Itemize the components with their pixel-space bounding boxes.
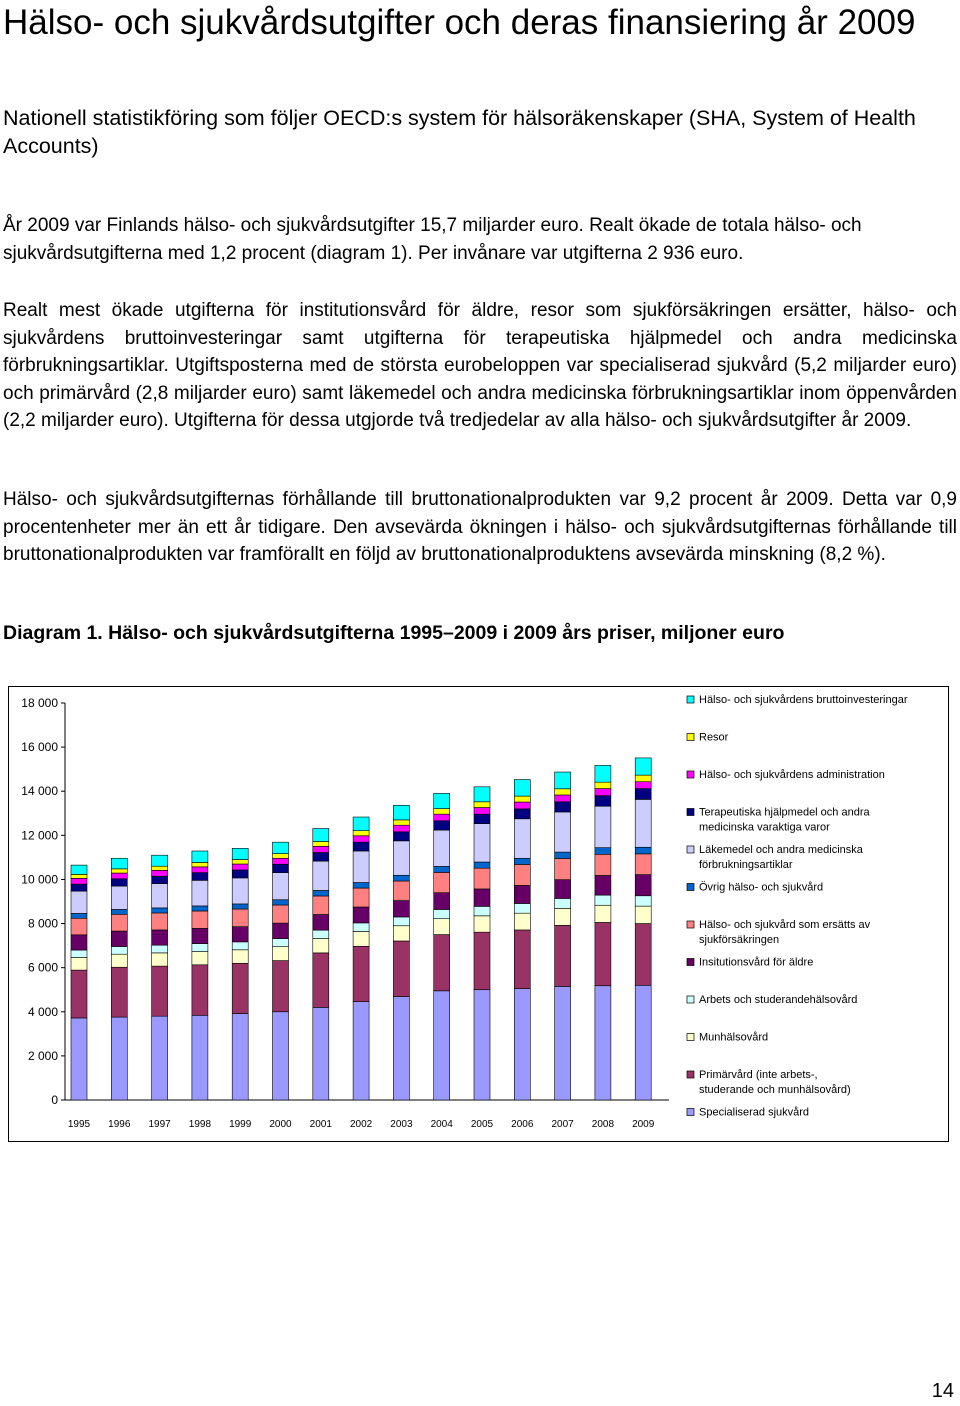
bar-segment	[434, 872, 450, 892]
bar-segment	[474, 802, 490, 808]
bar-segment	[232, 860, 248, 864]
bar-segment	[514, 809, 530, 819]
bar-segment	[635, 782, 651, 789]
bar-segment	[152, 884, 168, 908]
y-tick-label: 8 000	[27, 916, 58, 931]
bar-segment	[273, 939, 289, 947]
bar-segment	[635, 896, 651, 906]
bar-segment	[474, 916, 490, 932]
bar-segment	[232, 864, 248, 870]
page-title: Hälso- och sjukvårdsutgifter och deras finansiering år 2009	[3, 3, 916, 42]
bar-segment	[393, 805, 409, 820]
bar-segment	[111, 873, 127, 879]
bar-segment	[393, 832, 409, 841]
bar-segment	[71, 958, 87, 971]
bar-segment	[514, 903, 530, 913]
bar-segment	[393, 825, 409, 832]
bar-segment	[595, 854, 611, 875]
bar-segment	[152, 1016, 168, 1100]
bar-segment	[353, 836, 369, 842]
bar-segment	[353, 888, 369, 907]
bar-segment	[434, 909, 450, 918]
bar-segment	[514, 858, 530, 864]
bar-segment	[393, 875, 409, 881]
x-tick-label: 2002	[349, 1119, 373, 1130]
bar-segment	[111, 1017, 127, 1100]
bar-segment	[192, 867, 208, 873]
bar-segment	[192, 906, 208, 911]
bar-segment	[111, 879, 127, 886]
bar-segment	[192, 862, 208, 866]
y-tick-label: 10 000	[21, 872, 58, 887]
x-tick-label: 2003	[390, 1119, 413, 1130]
bar-segment	[232, 848, 248, 859]
legend-swatch	[687, 734, 694, 741]
legend-swatch	[687, 846, 694, 853]
x-tick-label: 1999	[229, 1119, 252, 1130]
bar-segment	[273, 854, 289, 859]
bar-segment	[273, 961, 289, 1012]
bar-segment	[313, 853, 329, 862]
bar-segment	[273, 858, 289, 864]
legend-label: Terapeutiska hjälpmedel och andra	[699, 806, 870, 819]
bar-segment	[555, 812, 571, 852]
bar-segment	[192, 1015, 208, 1100]
bar-segment	[555, 789, 571, 795]
paragraph-2: Realt mest ökade utgifterna för institutionsvård för äldre, resor som sjukförsäkringen ersätter, hälso- och sjukvårdens bruttoinvesteringar samt utgifterna för terapeutiska hjälpmedel och andra medicinska förbrukningsartiklar. Utgiftsposterna med de största eurobeloppen var specialiserad sjukvård (5,2 miljarder euro) och primärvård (2,8 miljarder euro) samt läkemedel och andra medicinska förbrukningsartiklar inom öppenvården (2,2 miljarder euro). Utgifterna för dessa utgjorde två tredjedelar av alla hälso- och sjukvårdsutgifter år 2009.	[3, 300, 957, 431]
bar-segment	[635, 875, 651, 896]
bar-segment	[393, 997, 409, 1100]
legend-swatch	[687, 1071, 694, 1078]
bar-segment	[474, 868, 490, 889]
bar-segment	[273, 900, 289, 905]
bar-segment	[313, 953, 329, 1007]
bar-segment	[393, 820, 409, 825]
y-tick-label: 6 000	[27, 960, 58, 975]
bar-segment	[555, 852, 571, 858]
bar-segment	[232, 942, 248, 950]
legend-swatch	[687, 771, 694, 778]
bar-segment	[232, 950, 248, 963]
bar-segment	[434, 935, 450, 991]
y-tick-label: 4 000	[27, 1004, 58, 1019]
bar-segment	[71, 913, 87, 918]
bar-segment	[595, 765, 611, 782]
bar-segment	[313, 939, 329, 953]
x-tick-label: 1996	[108, 1119, 131, 1130]
bar-segment	[635, 789, 651, 800]
bar-segment	[192, 965, 208, 1016]
bar-segment	[595, 922, 611, 985]
bar-segment	[474, 808, 490, 815]
legend-swatch	[687, 1109, 694, 1116]
bar-segment	[393, 941, 409, 997]
legend-swatch	[687, 696, 694, 703]
bar-segment	[434, 919, 450, 935]
bar-segment	[434, 830, 450, 866]
x-tick-label: 2004	[430, 1119, 453, 1130]
bar-segment	[514, 989, 530, 1100]
bar-segment	[71, 970, 87, 1018]
bar-segment	[434, 809, 450, 815]
bar-segment	[595, 875, 611, 895]
bar-segment	[393, 926, 409, 941]
legend-label: Primärvård (inte arbets-,	[699, 1069, 818, 1081]
bar-segment	[71, 935, 87, 950]
x-tick-label: 1995	[67, 1119, 91, 1130]
bar-segment	[434, 793, 450, 808]
bar-segment	[635, 799, 651, 847]
bar-segment	[111, 858, 127, 869]
x-tick-label: 2009	[632, 1119, 655, 1130]
x-tick-label: 2007	[551, 1119, 574, 1130]
bar-segment	[111, 967, 127, 1017]
bar-segment	[595, 905, 611, 922]
bar-segment	[152, 966, 168, 1016]
bar-segment	[71, 918, 87, 935]
bar-segment	[353, 842, 369, 851]
bar-segment	[111, 886, 127, 909]
bar-segment	[273, 947, 289, 961]
diagram-caption: Diagram 1. Hälso- och sjukvårdsutgifterna 1995–2009 i 2009 års priser, miljoner euro	[3, 622, 785, 644]
legend-label: Hälso- och sjukvårdens administration	[699, 769, 885, 781]
bar-segment	[232, 909, 248, 927]
legend-label: Hälso- och sjukvårdens bruttoinvesteringar	[699, 694, 908, 706]
bar-segment	[273, 864, 289, 872]
bar-segment	[313, 842, 329, 847]
y-tick-label: 12 000	[21, 828, 58, 843]
paragraph-3: Hälso- och sjukvårdsutgifternas förhållande till bruttonationalprodukten var 9,2 procent år 2009. Detta var 0,9 procentenheter mer än ett år tidigare. Den avsevärda ökningen i hälso- och sjukvårdsutgifternas förhållande till bruttonationalprodukten var framförallt en följd av bruttonationalproduktens avsevärda minskning (8,2 %).	[3, 489, 957, 565]
x-tick-label: 2006	[511, 1119, 534, 1130]
bar-segment	[474, 814, 490, 823]
legend-swatch	[687, 884, 694, 891]
bar-segment	[152, 930, 168, 945]
legend-label: medicinska varaktiga varor	[699, 821, 830, 834]
y-tick-label: 14 000	[21, 784, 58, 799]
bar-segment	[635, 924, 651, 986]
legend-label: Specialiserad sjukvård	[699, 1106, 810, 1119]
bar-segment	[232, 904, 248, 909]
bar-segment	[71, 865, 87, 874]
legend-label: studerande och munhälsovård)	[699, 1084, 851, 1096]
bar-segment	[273, 1012, 289, 1100]
bar-segment	[232, 870, 248, 878]
legend-label: Resor	[699, 731, 729, 744]
bar-segment	[635, 847, 651, 854]
bar-segment	[555, 880, 571, 899]
bar-segment	[595, 789, 611, 796]
bar-segment	[353, 946, 369, 1001]
bar-segment	[232, 927, 248, 942]
bar-segment	[595, 848, 611, 855]
legend-label: Insitutionsvård för äldre	[699, 956, 814, 969]
bar-segment	[635, 906, 651, 923]
bar-segment	[635, 985, 651, 1100]
legend-label: Läkemedel och andra medicinska	[699, 844, 863, 856]
legend-swatch	[687, 921, 694, 928]
bar-segment	[555, 908, 571, 925]
bar-segment	[152, 855, 168, 866]
bar-segment	[111, 946, 127, 954]
bar-segment	[595, 895, 611, 905]
legend-swatch	[687, 809, 694, 816]
bar-segment	[514, 802, 530, 809]
bar-segment	[313, 890, 329, 896]
bar-segment	[111, 954, 127, 967]
y-tick-label: 16 000	[21, 740, 58, 755]
bar-segment	[111, 914, 127, 931]
legend-label: Hälso- och sjukvård som ersätts av	[699, 919, 871, 931]
legend-label: Munhälsovård	[699, 1031, 769, 1044]
bar-segment	[595, 796, 611, 807]
bar-segment	[595, 806, 611, 847]
bar-segment	[434, 893, 450, 910]
x-tick-label: 2000	[269, 1119, 292, 1130]
bar-segment	[514, 864, 530, 885]
bar-segment	[555, 898, 571, 908]
bar-segment	[192, 851, 208, 862]
bar-segment	[111, 931, 127, 946]
bar-segment	[514, 780, 530, 797]
bar-segment	[353, 931, 369, 946]
bar-segment	[474, 932, 490, 990]
bar-segment	[111, 909, 127, 914]
y-tick-label: 2 000	[27, 1048, 58, 1063]
bar-segment	[152, 945, 168, 953]
bar-segment	[393, 881, 409, 901]
bar-segment	[353, 907, 369, 923]
bar-segment	[555, 795, 571, 802]
bar-segment	[555, 986, 571, 1100]
bar-segment	[474, 862, 490, 868]
bar-segment	[514, 796, 530, 802]
bar-segment	[232, 878, 248, 904]
bar-segment	[273, 905, 289, 923]
bar-segment	[232, 963, 248, 1013]
legend-label: sjukförsäkringen	[699, 934, 780, 946]
legend-swatch	[687, 959, 694, 966]
bar-segment	[555, 858, 571, 879]
page-number: 14	[931, 1380, 954, 1402]
bar-segment	[353, 817, 369, 831]
stacked-bar-chart	[9, 687, 950, 1143]
y-tick-label: 18 000	[21, 696, 58, 710]
legend-label: förbrukningsartiklar	[699, 859, 793, 871]
bar-segment	[152, 908, 168, 913]
x-tick-label: 2005	[470, 1119, 494, 1130]
bar-segment	[313, 846, 329, 852]
bar-segment	[555, 925, 571, 986]
bar-segment	[192, 952, 208, 965]
bar-segment	[152, 870, 168, 876]
bar-segment	[313, 828, 329, 841]
bar-segment	[393, 917, 409, 926]
bar-segment	[353, 883, 369, 889]
legend-swatch	[687, 996, 694, 1003]
bar-segment	[474, 906, 490, 915]
bar-segment	[474, 787, 490, 802]
bar-segment	[434, 866, 450, 872]
bar-segment	[192, 880, 208, 906]
bar-segment	[71, 874, 87, 878]
legend-label: Arbets och studerandehälsovård	[699, 994, 858, 1006]
paragraph-1: År 2009 var Finlands hälso- och sjukvårdsutgifter 15,7 miljarder euro. Realt ökade de totala hälso- och sjukvårdsutgifterna med 1,2 procent (diagram 1). Per invånare var utgifterna 2 936 euro.	[3, 215, 862, 264]
bar-segment	[353, 831, 369, 836]
bar-segment	[434, 821, 450, 830]
bar-segment	[514, 930, 530, 989]
bar-segment	[152, 866, 168, 870]
bar-segment	[595, 986, 611, 1100]
bar-segment	[434, 814, 450, 821]
x-tick-label: 2008	[591, 1119, 615, 1130]
y-tick-label: 0	[51, 1093, 58, 1107]
bar-segment	[152, 876, 168, 883]
bar-segment	[192, 873, 208, 881]
legend-swatch	[687, 1034, 694, 1041]
bar-segment	[514, 913, 530, 930]
bar-segment	[71, 891, 87, 913]
bar-segment	[474, 990, 490, 1100]
page-subtitle: Nationell statistikföring som följer OECD:s system för hälsoräkenskaper (SHA, System of Health Accounts)	[3, 106, 916, 158]
bar-segment	[635, 854, 651, 875]
bar-segment	[353, 923, 369, 932]
bar-segment	[71, 950, 87, 957]
bar-segment	[313, 915, 329, 931]
legend-label: Övrig hälso- och sjukvård	[699, 881, 824, 894]
x-tick-label: 1998	[188, 1119, 212, 1130]
bar-segment	[514, 885, 530, 903]
bar-segment	[192, 928, 208, 943]
bar-segment	[111, 869, 127, 873]
bar-segment	[353, 1002, 369, 1100]
bar-segment	[353, 851, 369, 883]
bar-segment	[555, 802, 571, 812]
bar-segment	[192, 944, 208, 952]
bar-segment	[71, 878, 87, 884]
bar-segment	[273, 873, 289, 900]
bar-segment	[232, 1014, 248, 1100]
bar-segment	[273, 842, 289, 853]
bar-segment	[595, 782, 611, 788]
bar-segment	[71, 1018, 87, 1100]
bar-segment	[313, 1007, 329, 1100]
bar-segment	[635, 775, 651, 782]
bar-segment	[474, 889, 490, 906]
bar-segment	[393, 841, 409, 875]
x-tick-label: 2001	[309, 1119, 332, 1130]
bar-segment	[313, 930, 329, 938]
bar-segment	[152, 953, 168, 966]
bar-segment	[555, 772, 571, 789]
bar-segment	[192, 911, 208, 928]
bar-segment	[393, 901, 409, 917]
bar-segment	[273, 923, 289, 938]
chart-frame	[8, 686, 949, 1142]
x-tick-label: 1997	[148, 1119, 171, 1130]
bar-segment	[434, 991, 450, 1100]
bar-segment	[313, 861, 329, 890]
bar-segment	[514, 819, 530, 858]
bar-segment	[474, 824, 490, 862]
bar-segment	[635, 758, 651, 775]
bar-segment	[313, 896, 329, 915]
bar-segment	[71, 884, 87, 891]
bar-segment	[152, 913, 168, 930]
